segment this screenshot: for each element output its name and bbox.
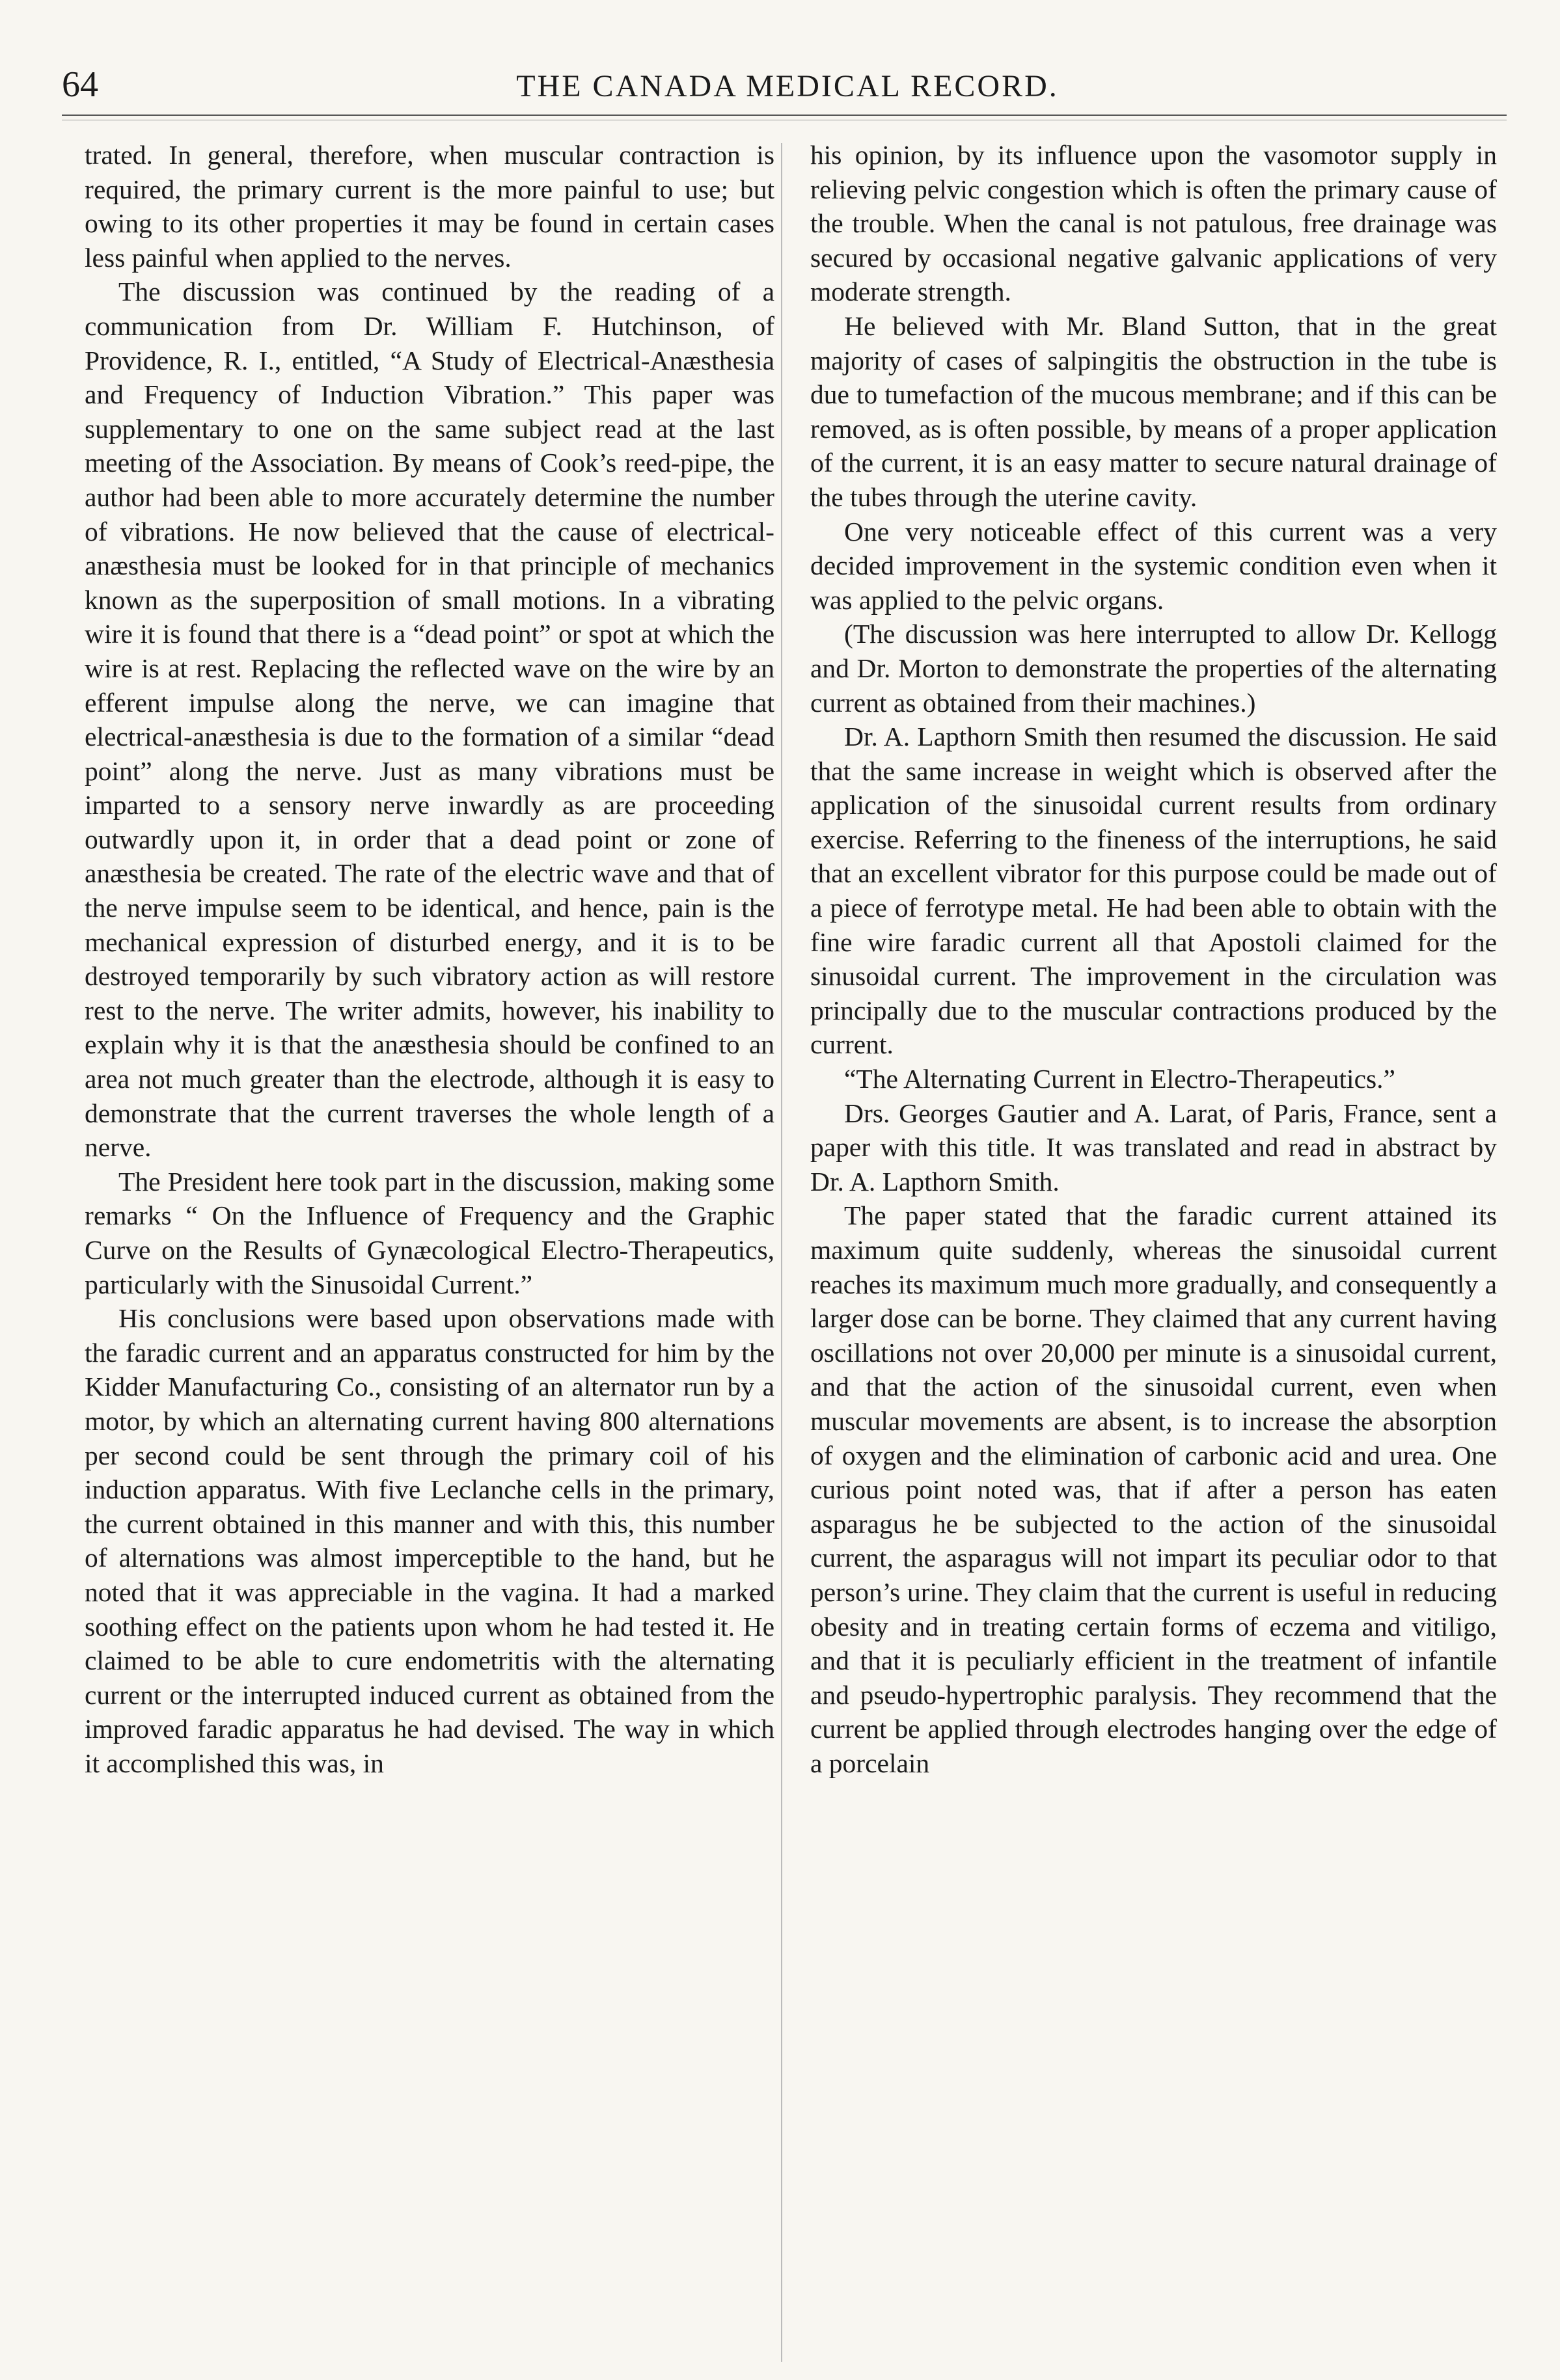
- paragraph: trated. In general, therefore, when muscular contraction is required, the primary current is the more painful to use; but owing to its other properties it may be found in certain cases less painful when applied to the nerves.: [85, 140, 774, 273]
- paragraph: (The discussion was here interrupted to allow Dr. Kellogg and Dr. Morton to demonstrate the properties of the alternating current as obtained from their machines.): [810, 619, 1497, 718]
- paragraph: Drs. Georges Gautier and A. Larat, of Paris, France, sent a paper with this title. It was translated and read in abstract by Dr. A. Lapthorn Smith.: [810, 1098, 1497, 1197]
- header-rule: [62, 115, 1507, 116]
- running-title: THE CANADA MEDICAL RECORD.: [516, 69, 1059, 103]
- left-column: [85, 138, 774, 2363]
- paragraph: The paper stated that the faradic current attained its maximum quite suddenly, whereas the sinusoidal current reaches its maximum much more gradually, and consequently a larger dose can be borne. They claimed that any current having oscillations not over 20,000 per minute is a sinusoidal current, and that the action of the sinusoidal current, even when muscular movements are absent, is to increase the absorption of oxygen and the elimination of carbonic acid and urea. One curious point noted was, that if after a person has eaten asparagus he be subjected to the action of the sinusoidal current, the asparagus will not impart its peculiar odor to that person’s urine. They claim that the current is useful in reducing obesity and in treating certain forms of eczema and vitiligo, and that it is peculiarly efficient in the treatment of infantile and pseudo-hypertrophic paralysis. They recommend that the current be applied through electrodes hanging over the edge of a porcelain: [810, 1200, 1497, 1778]
- paragraph: Dr. A. Lapthorn Smith then resumed the discussion. He said that the same increase in weight which is observed after the application of the sinusoidal current results from ordinary exercise. Referring to the fineness of the interruptions, he said that an excellent vibrator for this purpose could be made out of a piece of ferrotype metal. He had been able to obtain with the fine wire faradic current all that Apostoli claimed for the sinusoidal current. The improvement in the circulation was principally due to the muscular contractions produced by the current.: [810, 722, 1497, 1060]
- paragraph: his opinion, by its influence upon the vasomotor supply in relieving pelvic congestion which is often the primary cause of the trouble. When the canal is not patulous, free drainage was secured by occasional negative galvanic applications of very moderate strength.: [810, 140, 1497, 307]
- paragraph: One very noticeable effect of this current was a very decided improvement in the systemic condition even when it was applied to the pelvic organs.: [810, 516, 1497, 615]
- page-header: [62, 62, 1507, 114]
- column-divider: [781, 143, 782, 2362]
- right-column: [810, 138, 1497, 2363]
- paragraph: His conclusions were based upon observations made with the faradic current and an apparatus constructed for him by the Kidder Manufacturing Co., consisting of an alternator run by a motor, by which an alternating current having 800 alternations per second could be sent through the primary coil of his induction apparatus. With five Leclanche cells in the primary, the current obtained in this manner and with this, this number of alternations was almost imperceptible to the hand, but he noted that it was appreciable in the vagina. It had a marked soothing effect on the patients upon whom he had tested it. He claimed to be able to cure endometritis with the alternating current or the interrupted induced current as obtained from the improved faradic apparatus he had devised. The way in which it accomplished this was, in: [85, 1303, 774, 1778]
- page-number: 64: [62, 64, 98, 105]
- paragraph: He believed with Mr. Bland Sutton, that in the great majority of cases of salpingitis the obstruction in the tube is due to tumefaction of the mucous membrane; and if this can be removed, as is often possible, by means of a proper application of the current, it is an easy matter to secure natural drainage of the tubes through the uterine cavity.: [810, 310, 1497, 512]
- paragraph: “The Alternating Current in Electro-Therapeutics.”: [844, 1064, 1395, 1094]
- paragraph: The President here took part in the discussion, making some remarks “ On the Influence of Frequency and the Graphic Curve on the Results of Gynæcological Electro-Therapeutics, particularly with the Sinusoidal Current.”: [85, 1166, 774, 1299]
- paragraph: The discussion was continued by the reading of a communication from Dr. William F. Hutchinson, of Providence, R. I., entitled, “A Study of Electrical-Anæsthesia and Frequency of Induction Vibration.” This paper was supplementary to one on the same subject read at the last meeting of the Association. By means of Cook’s reed-pipe, the author had been able to more accurately determine the number of vibrations. He now believed that the cause of electrical-anæsthesia must be looked for in that principle of mechanics known as the superposition of small motions. In a vibrating wire it is found that there is a “dead point” or spot at which the wire is at rest. Replacing the reflected wave on the wire by an efferent impulse along the nerve, we can imagine that electrical-anæsthesia is due to the formation of a similar “dead point” along the nerve. Just as many vibrations must be imparted to a sensory nerve inwardly as are proceeding outwardly upon it, in order that a dead point or zone of anæsthesia be created. The rate of the electric wave and that of the nerve impulse seem to be identical, and hence, pain is the mechanical expression of disturbed energy, and it is to be destroyed temporarily by such vibratory action as will restore rest to the nerve. The writer admits, however, his inability to explain why it is that the anæsthesia should be confined to an area not much greater than the electrode, although it is easy to demonstrate that the current traverses the whole length of a nerve.: [85, 277, 774, 1163]
